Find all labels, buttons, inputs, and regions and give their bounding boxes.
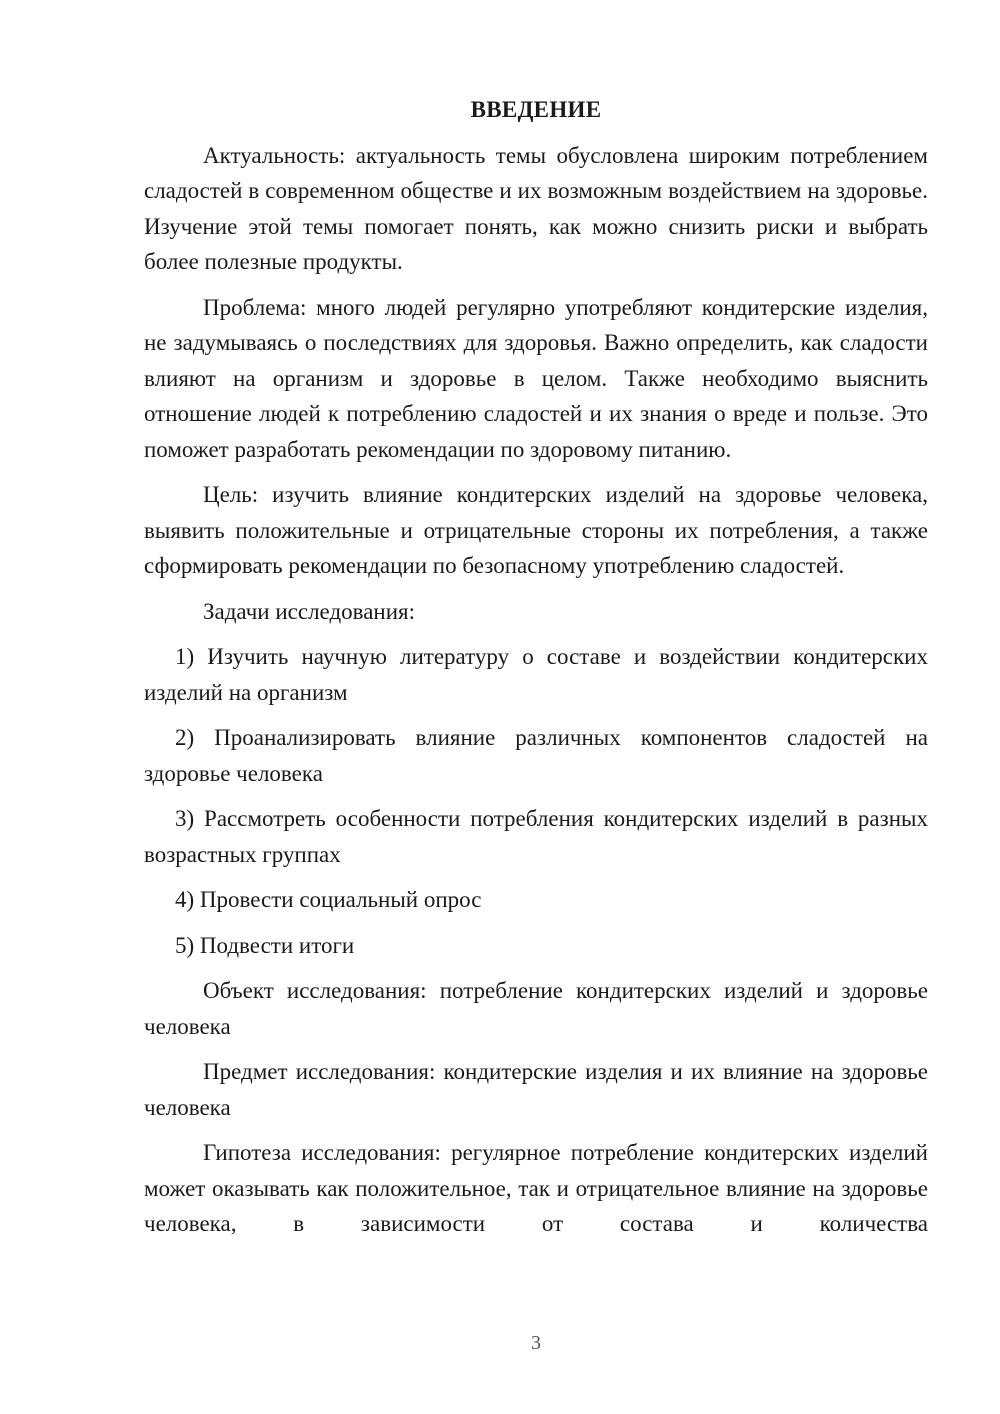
task-item-3: 3) Рассмотреть особенности потребления кондитерских изделий в разных возрастных группах <box>144 806 928 867</box>
page-number: 3 <box>531 1332 541 1354</box>
goal-paragraph: Цель: изучить влияние кондитерских изделий на здоровье человека, выявить положительные и отрицательные стороны их потребления, а также сформировать рекомендации по безопасному употреблению сладостей. <box>144 482 928 578</box>
hypothesis-paragraph: Гипотеза исследования: регулярное потребление кондитерских изделий может оказывать как положительное, так и отрицательное влияние на здоровье человека, в зависимости от состава и количества <box>144 1140 928 1236</box>
document-page <box>144 92 928 1252</box>
task-item-5: 5) Подвести итоги <box>175 932 355 958</box>
task-item-2: 2) Проанализировать влияние различных компонентов сладостей на здоровье человека <box>144 725 928 786</box>
tasks-title: Задачи исследования: <box>203 598 416 624</box>
task-item-1: 1) Изучить научную литературу о составе и воздействии кондитерских изделий на организм <box>144 644 928 705</box>
task-item-4: 4) Провести социальный опрос <box>175 887 482 912</box>
object-paragraph: Объект исследования: потребление кондитерских изделий и здоровье человека <box>144 978 928 1039</box>
section-heading: ВВЕДЕНИЕ <box>470 97 602 122</box>
problem-paragraph: Проблема: много людей регулярно употребляют кондитерские изделия, не задумываясь о последствиях для здоровья. Важно определить, как сладости влияют на организм и здоровье в целом. Также необходимо выяснить отношение людей к потреблению сладостей и их знания о вреде и пользе. Это поможет разработать рекомендации по здоровому питанию. <box>144 294 928 462</box>
relevance-paragraph: Актуальность: актуальность темы обусловлена широким потреблением сладостей в современном обществе и их возможным воздействием на здоровье. Изучение этой темы помогает понять, как можно снизить риски и выбрать более полезные продукты. <box>144 142 928 274</box>
subject-paragraph: Предмет исследования: кондитерские изделия и их влияние на здоровье человека <box>144 1059 928 1120</box>
